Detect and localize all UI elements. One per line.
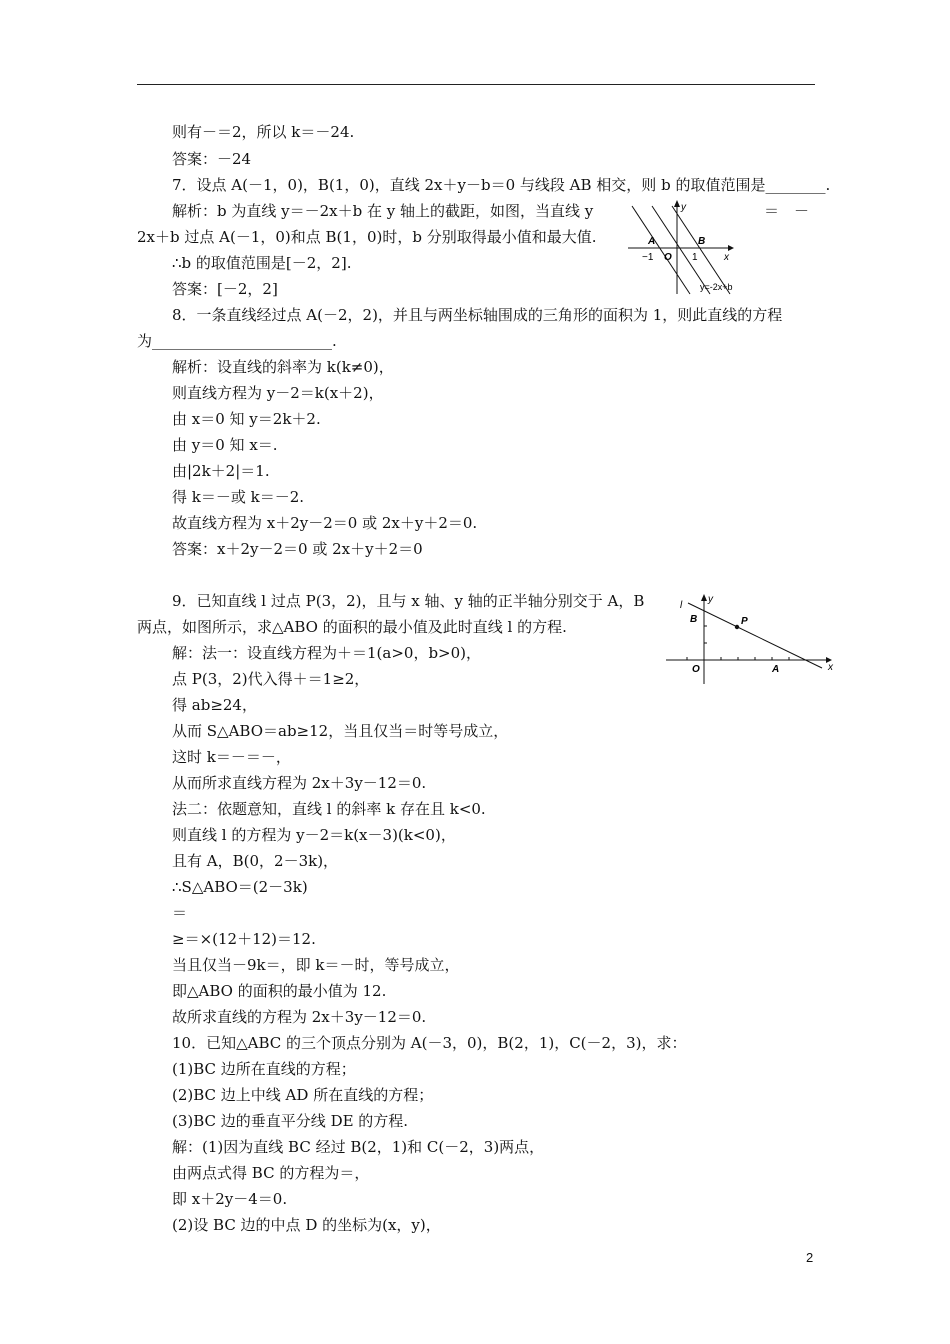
y-axis-arrow: [701, 594, 707, 601]
header-rule: [137, 84, 815, 85]
text-line: 两点，如图所示，求△ABO 的面积的最小值及此时直线 l 的方程.: [137, 618, 567, 636]
figure-problem-7: [624, 198, 742, 296]
text-line: 从而所求直线方程为 2x＋3y－12＝0.: [172, 774, 427, 792]
text-line: 答案：[－2，2]: [172, 280, 278, 298]
text-line: 10．已知△ABC 的三个顶点分别为 A(－3，0)，B(2，1)，C(－2，3)，求：: [172, 1034, 687, 1052]
label-a: A: [648, 236, 656, 247]
text-line: 故所求直线的方程为 2x＋3y－12＝0.: [172, 1008, 427, 1026]
label-a: A: [772, 664, 780, 675]
text-line: 点 P(3，2)代入得＋＝1≥2，: [172, 670, 370, 688]
label-y: y: [708, 594, 713, 605]
text-line: 8．一条直线经过点 A(－2，2)，并且与两坐标轴围成的三角形的面积为 1，则此直线的方程: [172, 306, 783, 324]
text-line: 从而 S△ABO＝ab≥12，当且仅当＝时等号成立，: [172, 722, 509, 740]
label-b: B: [698, 236, 706, 247]
text-line: 由 y＝0 知 x＝.: [172, 436, 278, 454]
label-o: O: [664, 252, 672, 263]
text-line: 则直线方程为 y－2＝k(x＋2)，: [172, 384, 384, 402]
text-line: 故直线方程为 x＋2y－2＝0 或 2x＋y＋2＝0.: [172, 514, 478, 532]
point-p: [735, 625, 739, 629]
text-line: 解：(1)因为直线 BC 经过 B(2，1)和 C(－2，3)两点，: [172, 1138, 545, 1156]
label-1: 1: [692, 252, 698, 263]
text-line: (2)BC 边上中线 AD 所在直线的方程；: [172, 1086, 434, 1104]
text-line: 得 k＝－或 k＝－2.: [172, 488, 305, 506]
label-b: B: [690, 614, 698, 625]
text-line: 答案：x＋2y－2＝0 或 2x＋y＋2＝0: [172, 540, 423, 558]
text-line: 由两点式得 BC 的方程为＝，: [172, 1164, 370, 1182]
label-y: y: [681, 202, 686, 213]
text-line: 由 x＝0 知 y＝2k＋2.: [172, 410, 321, 428]
label-p: P: [741, 616, 748, 627]
text-line: 且有 A，B(0，2－3k)，: [172, 852, 339, 870]
label-o: O: [692, 664, 700, 675]
text-line: 则有－＝2，所以 k＝－24.: [172, 123, 355, 141]
text-line: 即 x＋2y－4＝0.: [172, 1190, 288, 1208]
text-line: 解析：b 为直线 y＝－2x＋b 在 y 轴上的截距，如图，当直线 y: [172, 202, 594, 220]
text-line: 由|2k＋2|＝1.: [172, 462, 270, 480]
text-line: 这时 k＝－＝－，: [172, 748, 291, 766]
label-x: x: [724, 252, 729, 263]
label-neg1: −1: [642, 252, 654, 263]
text-line: 解：法一：设直线方程为＋＝1(a>0，b>0)，: [172, 644, 482, 662]
text-line: 当且仅当－9k＝，即 k＝－时，等号成立，: [172, 956, 460, 974]
text-line: 解析：设直线的斜率为 k(k≠0)，: [172, 358, 394, 376]
page-number: 2: [806, 1250, 814, 1265]
text-line: ＝: [172, 904, 188, 922]
figure-problem-9: [664, 592, 838, 688]
text-line: 得 ab≥24，: [172, 696, 257, 714]
text-line: 7．设点 A(－1，0)，B(1，0)，直线 2x＋y－b＝0 与线段 AB 相交，则 b 的取值范围是________.: [172, 176, 831, 194]
text-line: (3)BC 边的垂直平分线 DE 的方程.: [172, 1112, 409, 1130]
label-l: l: [680, 600, 683, 611]
text-line: (2)设 BC 边的中点 D 的坐标为(x，y)，: [172, 1216, 441, 1234]
text-line: ∴S△ABO＝(2－3k): [172, 878, 308, 896]
text-line: 答案：－24: [172, 150, 252, 168]
text-line: 为________________________.: [137, 332, 337, 350]
text-line: ＝ －: [764, 202, 810, 220]
text-line: 9．已知直线 l 过点 P(3，2)，且与 x 轴、y 轴的正半轴分别交于 A，B: [172, 592, 645, 610]
text-line: 2x＋b 过点 A(－1，0)和点 B(1，0)时，b 分别取得最小值和最大值.: [137, 228, 597, 246]
label-x: x: [828, 662, 833, 673]
text-line: 即△ABO 的面积的最小值为 12.: [172, 982, 387, 1000]
text-line: 法二：依题意知，直线 l 的斜率 k 存在且 k<0.: [172, 800, 486, 818]
text-line: ≥＝×(12＋12)＝12.: [172, 930, 316, 948]
text-line: 则直线 l 的方程为 y－2＝k(x－3)(k<0)，: [172, 826, 456, 844]
text-line: (1)BC 边所在直线的方程；: [172, 1060, 356, 1078]
label-equation: y=-2x+b: [700, 282, 733, 292]
text-line: ∴b 的取值范围是[－2，2].: [172, 254, 352, 272]
x-axis-arrow: [728, 245, 734, 251]
y-axis-arrow: [674, 200, 680, 207]
